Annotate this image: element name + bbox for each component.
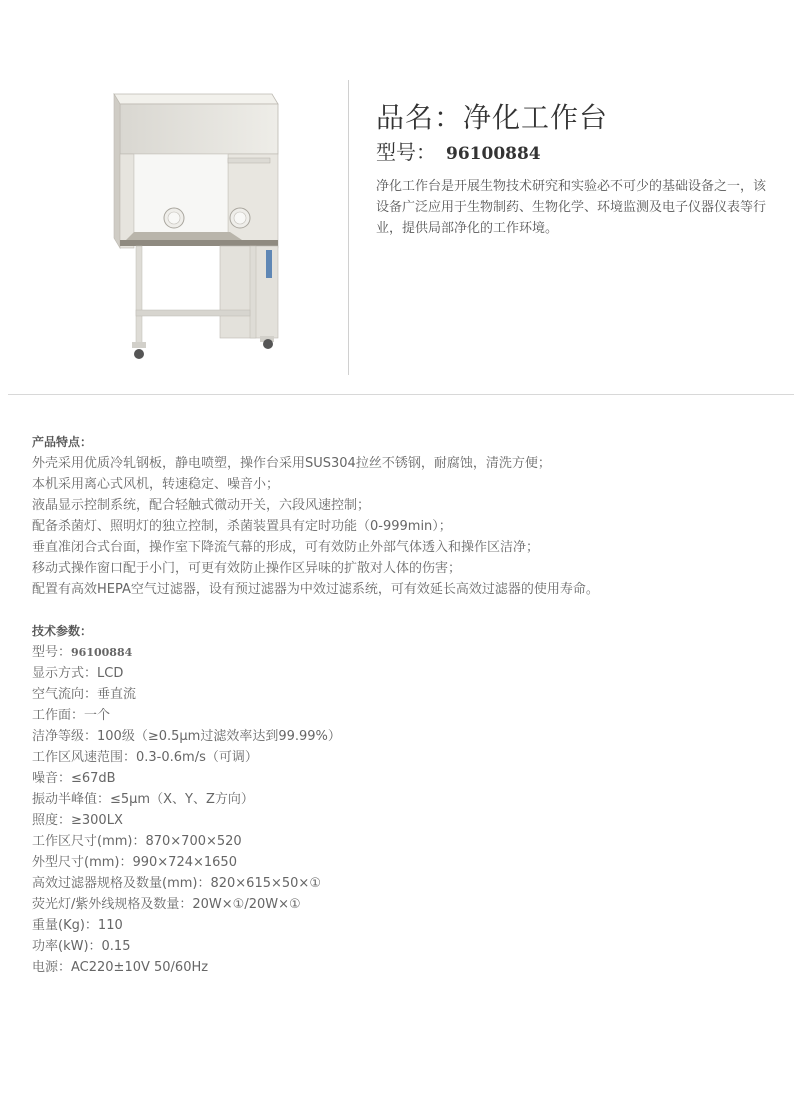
feature-item: 移动式操作窗口配于小门，可更有效防止操作区异味的扩散对人体的伤害； — [32, 561, 462, 576]
spec-item: 振动半峰值：≤5μm（X、Y、Z方向） — [32, 792, 254, 807]
spec-item: 功率(kW)：0.15 — [32, 939, 131, 954]
feature-item: 配置有高效HEPA空气过滤器，设有预过滤器为中效过滤系统，可有效延长高效过滤器的使用寿命。 — [32, 582, 599, 597]
product-description: 净化工作台是开展生物技术研究和实验必不可少的基础设备之一，该设备广泛应用于生物制药、生物化学、环境监测及电子仪器仪表等行业，提供局部净化的工作环境。 — [376, 179, 767, 236]
spec-item: 荧光灯/紫外线规格及数量：20W×①/20W×① — [32, 897, 301, 912]
product-title: 品名：净化工作台 — [376, 101, 609, 134]
spec-item: 显示方式：LCD — [32, 666, 124, 681]
feature-item: 液晶显示控制系统，配合轻触式微动开关，六段风速控制； — [32, 498, 371, 513]
spec-item: 高效过滤器规格及数量(mm)：820×615×50×① — [32, 876, 321, 891]
model-label: 型号： — [376, 140, 436, 164]
feature-item: 垂直准闭合式台面，操作室下降流气幕的形成，可有效防止外部气体透入和操作区洁净； — [32, 540, 540, 555]
features-heading: 产品特点： — [32, 435, 93, 449]
spec-item: 工作区尺寸(mm)：870×700×520 — [32, 834, 242, 849]
spec-item: 空气流向：垂直流 — [32, 687, 137, 702]
spec-item-model — [32, 642, 341, 663]
spec-item: 照度：≥300LX — [32, 813, 123, 828]
spec-model-label: 型号： — [32, 645, 72, 660]
spec-item: 噪音：≤67dB — [32, 771, 116, 786]
spec-item: 电源：AC220±10V 50/60Hz — [32, 960, 209, 975]
product-model — [376, 136, 541, 165]
specs-heading: 技术参数： — [32, 624, 93, 638]
spec-item: 洁净等级：100级（≥0.5μm过滤效率达到99.99%） — [32, 729, 341, 744]
spec-item: 工作区风速范围：0.3-0.6m/s（可调） — [32, 750, 258, 765]
spec-item: 工作面：一个 — [32, 708, 111, 723]
feature-item: 本机采用离心式风机，转速稳定、噪音小； — [32, 477, 280, 492]
model-number: 96100884 — [446, 144, 541, 164]
feature-item: 配备杀菌灯、照明灯的独立控制，杀菌装置具有定时功能（0-999min）； — [32, 519, 452, 534]
features-section — [32, 432, 599, 600]
spec-item: 外型尺寸(mm)：990×724×1650 — [32, 855, 237, 870]
feature-item: 外壳采用优质冷轧钢板，静电喷塑，操作台采用SUS304拉丝不锈钢，耐腐蚀，清洗方便； — [32, 456, 551, 471]
product-image — [100, 88, 290, 368]
vertical-divider — [348, 80, 349, 375]
spec-item: 重量(Kg)：110 — [32, 918, 123, 933]
specs-section — [32, 621, 341, 978]
spec-model-value: 96100884 — [71, 646, 133, 659]
horizontal-divider — [8, 394, 794, 395]
